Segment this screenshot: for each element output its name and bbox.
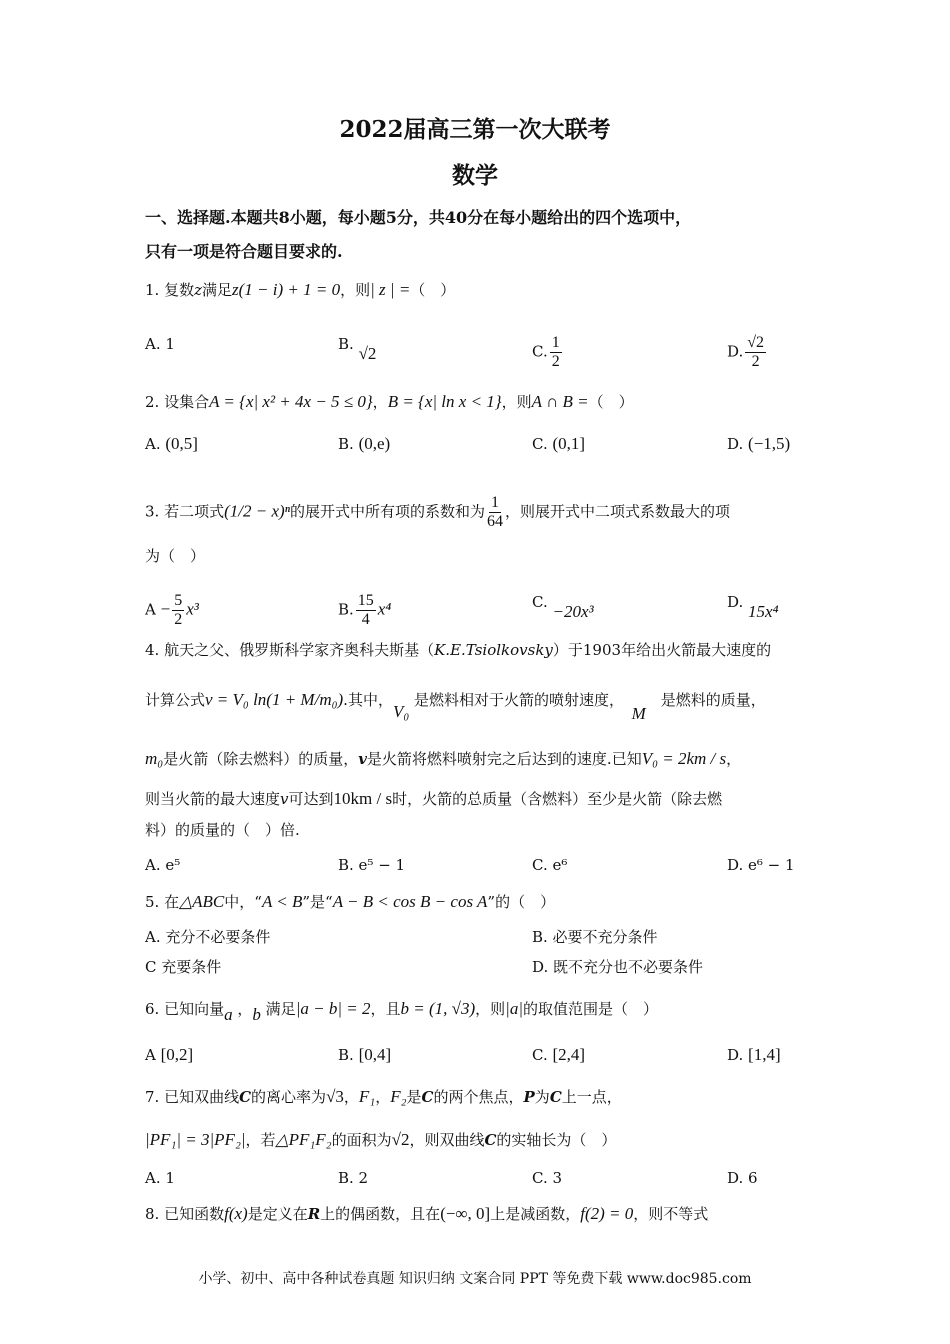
q5-option-d: D. 既不充分也不必要条件 [532,958,704,976]
q6-option-b: B. [0,4] [338,1045,392,1064]
question-3-line-2: 为（ ） [145,547,206,565]
question-7: 7. 已知双曲线C的离心率为√3，F₁，F₂是C的两个焦点，P为C上一点， [145,1087,622,1106]
question-4: 4. 航天之父、俄罗斯科学家齐奥科夫斯基（K.E.Tsiolkovsky）于1903年给出火箭最大速度的 [145,641,772,659]
q6-option-c: C. [2,4] [532,1045,586,1064]
q3-option-a: A − $\frac{5}{2}$ x³ [145,592,199,628]
page-footer: 小学、初中、高中各种试卷真题 知识归纳 文案合同 PPT 等免费下载 www.doc985.com [198,1271,752,1287]
q3-option-c: C. −20x³ [532,593,594,621]
question-5: 5. 在△ABC中，“A < B”是“A − B < cos B − cos A”的（ ） [145,892,556,911]
section-heading-2: 只有一项是符合题目要求的. [145,242,343,261]
q6-option-a: A [0,2] [145,1045,194,1064]
q7-option-c: C. 3 [532,1169,563,1187]
question-7-line-2: |PF₁| = 3|PF₂|，若△PF₁F₂的面积为√2，则双曲线C的实轴长为（ ） [145,1130,617,1149]
q6-option-d: D. [1,4] [727,1045,781,1064]
q5-option-a: A. 充分不必要条件 [145,928,271,946]
q4-option-d: D. e⁶ − 1 [727,856,795,874]
q1-option-d: D. $\frac{√2}{2}$ [727,334,765,370]
exam-title: 2022届高三第一次大联考 [339,116,611,143]
q4-option-c: C. e⁶ [532,856,568,874]
question-4-line-2: 计算公式v = V₀ ln(1 + M/m₀).其中，V₀ 是燃料相对于火箭的喷射速度， M 是燃料的质量， [145,690,766,723]
subject-title: 数学 [452,162,498,189]
q5-option-c: C 充要条件 [145,958,222,976]
q2-option-c: C. (0,1] [532,434,586,453]
q1-option-b: B. √2 [338,335,377,363]
question-1: 1. 复数z满足z(1 − i) + 1 = 0，则| z | =（ ） [145,280,456,299]
q1-option-a: A. 1 [145,335,175,353]
q7-option-a: A. 1 [145,1169,175,1187]
q4-option-b: B. e⁵ − 1 [338,856,406,874]
question-3: 3. 若二项式(1/2 − x)ⁿ的展开式中所有项的系数和为 $\frac{1}{64}$ ，则展开式中二项式系数最大的项 [145,494,731,530]
q7-option-d: D. 6 [727,1169,758,1187]
question-4-line-5: 料）的质量的（ ）倍. [145,821,300,839]
question-6: 6. 已知向量a ，b 满足|a − b| = 2，且b = (1, √3)，则|a|的取值范围是（ ） [145,999,659,1024]
q2-option-d: D. (−1,5) [727,434,791,453]
question-2: 2. 设集合A = {x| x² + 4x − 5 ≤ 0}，B = {x| ln x < 1}，则A ∩ B =（ ） [145,392,634,411]
q7-option-b: B. 2 [338,1169,369,1187]
question-4-line-4: 则当火箭的最大速度v可达到10km / s时，火箭的总质量（含燃料）至少是火箭（除去燃 [145,789,723,808]
section-heading: 一、选择题.本题共8小题，每小题5分，共40分在每小题给出的四个选项中， [145,208,692,227]
q2-option-a: A. (0,5] [145,434,198,453]
q4-option-a: A. e⁵ [145,856,181,874]
question-4-line-3: m₀是火箭（除去燃料）的质量，v是火箭将燃料喷射完之后达到的速度.已知V₀ = 2km / s， [145,749,742,768]
q2-option-b: B. (0,e) [338,434,391,453]
q3-option-d: D. 15x⁴ [727,593,779,621]
q3-option-b: B. $\frac{15}{4}$ x⁴ [338,592,392,628]
q5-option-b: B. 必要不充分条件 [532,928,658,946]
question-8: 8. 已知函数f(x)是定义在R上的偶函数，且在(−∞, 0]上是减函数，f(2) = 0，则不等式 [145,1204,709,1223]
q1-option-c: C. $\frac{1}{2}$ [532,334,560,370]
